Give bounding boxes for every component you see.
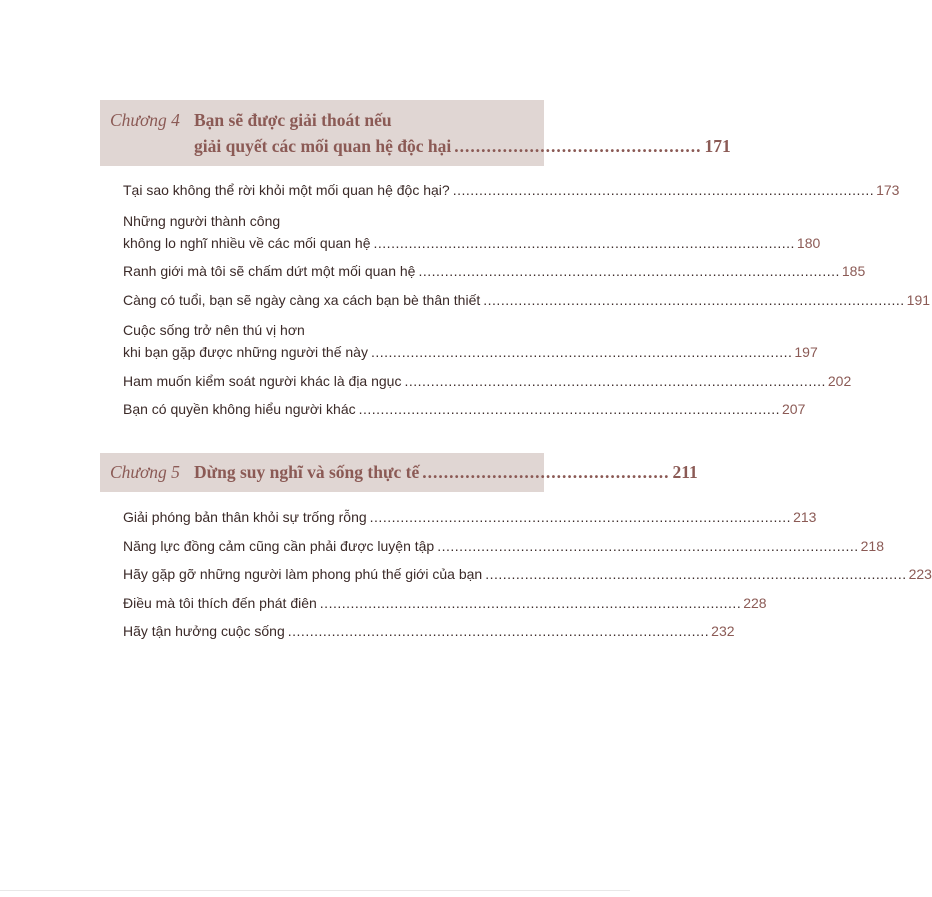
- entry-page-number: 207: [782, 401, 806, 417]
- leader-dots: ..............................................: [454, 136, 702, 156]
- toc-entry[interactable]: Giải phóng bản thân khỏi sự trống rỗng ................................................................................................ 213: [123, 509, 817, 525]
- chapter-4-label: Chương 4: [110, 110, 180, 130]
- toc-entry[interactable]: Ham muốn kiểm soát người khác là địa ngục ................................................................................................ 202: [123, 373, 852, 389]
- entry-page-number: 173: [876, 182, 900, 198]
- chapter-4-title-first: Bạn sẽ được giải thoát nếu: [194, 110, 392, 130]
- leader-dots: ................................................................................................: [287, 623, 710, 639]
- entry-page-number: 185: [841, 263, 866, 279]
- entry-page-number: 223: [908, 566, 932, 582]
- chapter-4-page[interactable]: 171: [704, 136, 731, 156]
- entry-page-number: 191: [906, 292, 931, 308]
- page-edge-divider: [0, 890, 630, 891]
- chapter-5-label: Chương 5: [110, 462, 180, 482]
- chapter-5-header: [100, 453, 698, 492]
- toc-entry[interactable]: Năng lực đồng cảm cũng cần phải được luyện tập ................................................................................................ 218: [123, 538, 884, 554]
- chapter-4-title-second: giải quyết các mối quan hệ độc hại: [194, 136, 452, 156]
- toc-entry[interactable]: Càng có tuổi, bạn sẽ ngày càng xa cách bạn bè thân thiết ................................................................................................ 191: [123, 292, 931, 308]
- chapter-4-header: [100, 100, 731, 166]
- leader-dots: ................................................................................................: [418, 263, 840, 279]
- toc-entry[interactable]: Tại sao không thể rời khỏi một mối quan hệ độc hại? ................................................................................................ 173: [123, 182, 900, 198]
- chapter-4-title-line-2: [110, 136, 731, 157]
- leader-dots: ................................................................................................: [369, 509, 792, 525]
- leader-dots: ................................................................................................: [452, 182, 875, 198]
- entry-page-number: 202: [827, 373, 852, 389]
- chapter-5-title-line: [110, 462, 698, 483]
- leader-dots: ..............................................: [422, 462, 670, 482]
- toc-entry[interactable]: Những người thành công không lo nghĩ nhiều về các mối quan hệ ................................................................................................ 180: [123, 213, 821, 251]
- toc-entry[interactable]: Hãy tận hưởng cuộc sống ................................................................................................ 232: [123, 623, 735, 639]
- entry-page-number: 180: [796, 235, 821, 251]
- leader-dots: ................................................................................................: [319, 595, 742, 611]
- entry-page-number: 197: [794, 344, 818, 360]
- leader-dots: ................................................................................................: [373, 235, 795, 251]
- chapter-5-title: Dừng suy nghĩ và sống thực tế: [194, 462, 420, 482]
- entry-page-number: 218: [860, 538, 884, 554]
- entry-page-number: 232: [711, 623, 735, 639]
- leader-dots: ................................................................................................: [370, 344, 793, 360]
- leader-dots: ................................................................................................: [437, 538, 859, 554]
- toc-entry[interactable]: Điều mà tôi thích đến phát điên ................................................................................................ 228: [123, 595, 767, 611]
- toc-entry[interactable]: Hãy gặp gỡ những người làm phong phú thế giới của bạn ................................................................................................ 223: [123, 566, 932, 582]
- leader-dots: ................................................................................................: [485, 566, 907, 582]
- leader-dots: ................................................................................................: [404, 373, 826, 389]
- toc-entry[interactable]: Ranh giới mà tôi sẽ chấm dứt một mối quan hệ ................................................................................................ 185: [123, 263, 866, 279]
- leader-dots: ................................................................................................: [483, 292, 905, 308]
- entry-page-number: 213: [793, 509, 817, 525]
- toc-entry[interactable]: Cuộc sống trở nên thú vị hơn khi bạn gặp được những người thế này ................................................................................................ 197: [123, 322, 818, 360]
- leader-dots: ................................................................................................: [358, 401, 781, 417]
- chapter-4-title-line-1: [110, 110, 534, 131]
- entry-page-number: 228: [743, 595, 767, 611]
- chapter-5-page[interactable]: 211: [672, 462, 698, 482]
- toc-entry[interactable]: Bạn có quyền không hiểu người khác ................................................................................................ 207: [123, 401, 806, 417]
